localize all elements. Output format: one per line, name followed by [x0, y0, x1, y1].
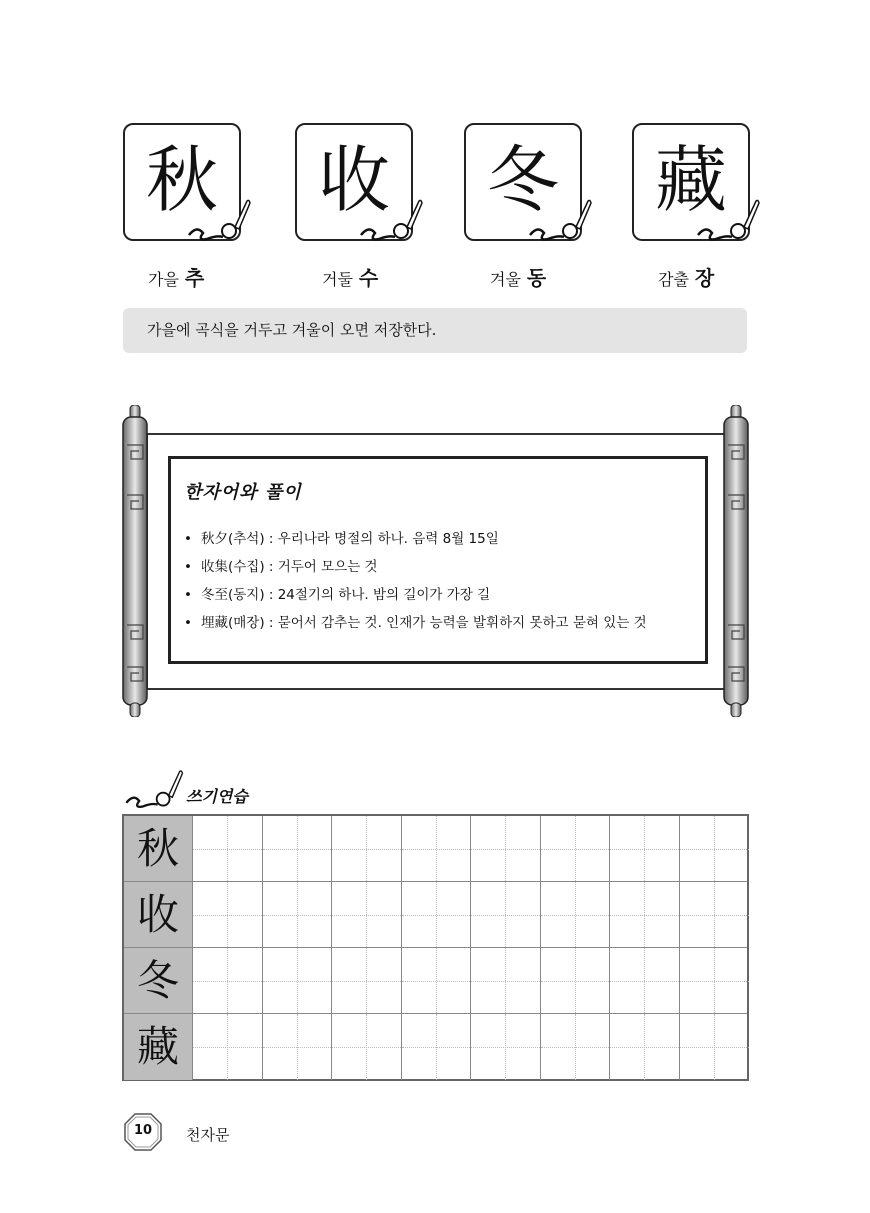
scroll-rod-left-icon — [122, 405, 148, 717]
practice-grid — [122, 814, 749, 1081]
practice-row — [124, 816, 747, 882]
hanja-character: 秋 — [145, 138, 218, 222]
writing-cell — [541, 882, 611, 947]
writing-cell — [541, 948, 611, 1013]
brush-icon — [694, 195, 760, 245]
brush-icon — [526, 195, 592, 245]
meaning-sentence: 가을에 곡식을 거두고 겨울이 오면 저장한다. — [123, 308, 747, 353]
brush-icon — [357, 195, 423, 245]
writing-cell — [263, 882, 333, 947]
reading-1 — [148, 262, 204, 291]
sound-text: 장 — [694, 266, 715, 290]
writing-cell — [680, 882, 750, 947]
sound-text: 수 — [358, 266, 379, 290]
vocab-item: • 收集(수집) : 거두어 모으는 것 — [184, 555, 378, 575]
writing-cell — [471, 948, 541, 1013]
meaning-text: 겨울 — [490, 270, 521, 289]
practice-row — [124, 1014, 747, 1080]
writing-cell — [193, 816, 263, 881]
writing-cell — [402, 1014, 472, 1080]
sound-text: 추 — [184, 266, 205, 290]
character-card-4 — [632, 123, 750, 241]
writing-cell — [332, 1014, 402, 1080]
character-card-3 — [464, 123, 582, 241]
writing-cell — [193, 1014, 263, 1080]
writing-cell — [680, 816, 750, 881]
meaning-text: 거둘 — [322, 270, 353, 289]
writing-cell — [541, 1014, 611, 1080]
character-card-1 — [123, 123, 241, 241]
reading-3 — [490, 262, 546, 291]
hanja-character: 冬 — [486, 138, 559, 222]
hanja-character: 藏 — [654, 138, 727, 222]
practice-title: 쓰기연습 — [186, 787, 248, 806]
model-character: 冬 — [124, 948, 193, 1013]
writing-cell — [610, 1014, 680, 1080]
writing-cell — [471, 882, 541, 947]
writing-cell — [402, 816, 472, 881]
writing-cell — [471, 1014, 541, 1080]
meaning-text: 가을 — [148, 270, 179, 289]
vocab-item: • 秋夕(추석) : 우리나라 명절의 하나. 음력 8월 15일 — [184, 527, 499, 547]
writing-cell — [332, 882, 402, 947]
writing-cell — [263, 948, 333, 1013]
writing-cell — [193, 882, 263, 947]
writing-cell — [471, 816, 541, 881]
character-card-2 — [295, 123, 413, 241]
vocab-item: • 埋藏(매장) : 묻어서 감추는 것. 인재가 능력을 발휘하지 못하고 묻혀 있는 것 — [184, 611, 647, 631]
writing-cell — [541, 816, 611, 881]
vocab-item: • 冬至(동지) : 24절기의 하나. 밤의 길이가 가장 길 — [184, 583, 490, 603]
practice-row — [124, 948, 747, 1014]
writing-cell — [610, 948, 680, 1013]
page-number-badge — [124, 1113, 162, 1151]
hanja-character: 收 — [317, 138, 390, 222]
model-character: 藏 — [124, 1014, 193, 1080]
writing-cell — [193, 948, 263, 1013]
writing-cell — [402, 882, 472, 947]
writing-cell — [402, 948, 472, 1013]
writing-cell — [263, 816, 333, 881]
sound-text: 동 — [526, 266, 547, 290]
scroll-rod-right-icon — [723, 405, 749, 717]
practice-row — [124, 882, 747, 948]
writing-cell — [680, 948, 750, 1013]
reading-2 — [322, 262, 378, 291]
meaning-text: 감출 — [658, 270, 689, 289]
model-character: 秋 — [124, 816, 193, 881]
scroll-title: 한자어와 풀이 — [184, 482, 302, 503]
book-title: 천자문 — [186, 1126, 230, 1144]
brush-icon — [185, 195, 251, 245]
writing-cell — [332, 816, 402, 881]
brush-icon — [122, 766, 184, 812]
reading-4 — [658, 262, 714, 291]
writing-cell — [332, 948, 402, 1013]
writing-cell — [263, 1014, 333, 1080]
writing-cell — [610, 882, 680, 947]
writing-cell — [680, 1014, 750, 1080]
page-number: 10 — [133, 1123, 153, 1138]
model-character: 收 — [124, 882, 193, 947]
writing-cell — [610, 816, 680, 881]
